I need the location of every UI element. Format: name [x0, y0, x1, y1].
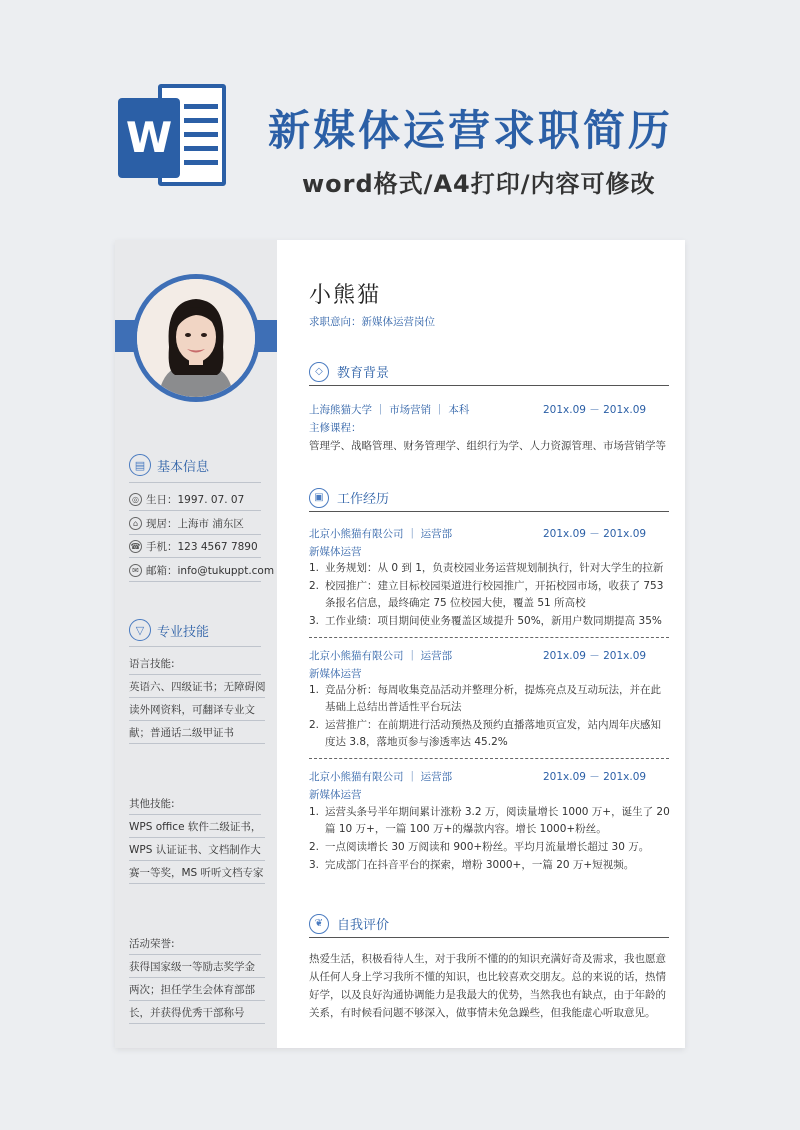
courses-head: 主修课程：	[309, 422, 362, 434]
job-company: 北京小熊猫有限公司 ｜ 运营部 201x.09 － 201x.09	[309, 528, 647, 540]
job-item: 2. 一点阅读增长 30 万阅读和 900+粉丝。平均月流量增长超过 30 万。	[309, 841, 650, 853]
work-heading: ▣ 工作经历	[309, 484, 669, 512]
self-eval-heading: ❦ 自我评价	[309, 910, 669, 938]
other-skill-line: 赛一等奖，MS 听听文档专家	[129, 862, 265, 884]
leaf-icon: ❦	[309, 914, 329, 934]
job-intent: 求职意向：新媒体运营岗位	[309, 316, 435, 328]
language-skill-line: 献；普通话二级甲证书	[129, 722, 265, 744]
job-role: 新媒体运营	[309, 668, 362, 680]
word-letter-icon: W	[118, 98, 180, 178]
job-item: 1. 竞品分析：每周收集竞品活动并整理分析，提炼亮点及互动玩法，并在此基础上总结出普适性平台玩法	[309, 684, 661, 713]
divider	[129, 482, 261, 483]
info-phone: ☎ 手机：123 4567 7890	[130, 541, 258, 553]
language-skill-line: 英语六、四级证书；无障碍阅	[129, 676, 265, 698]
other-skill-line: WPS office 软件二级证书，	[129, 816, 265, 838]
courses-list: 管理学、战略管理、财务管理学、组织行为学、人力资源管理、市场营销学等	[309, 440, 666, 452]
mail-icon: ✉	[129, 564, 142, 577]
location-icon: ⌂	[129, 517, 142, 530]
job-company: 北京小熊猫有限公司 ｜ 运营部 201x.09 － 201x.09	[309, 650, 647, 662]
info-location: ⌂ 现居：上海市 浦东区	[129, 516, 265, 531]
job-date: 201x.09 － 201x.09	[543, 528, 647, 540]
job-date: 201x.09 － 201x.09	[543, 650, 647, 662]
job-item: 3. 工作业绩：项目期间使业务覆盖区域提升 50%，新用户数同期提高 35%	[309, 615, 662, 627]
divider	[129, 814, 261, 815]
shield-icon: ▽	[129, 619, 151, 641]
divider	[129, 534, 261, 535]
education-school: 上海熊猫大学 ｜ 市场营销 ｜ 本科 201x.09 － 201x.09	[309, 404, 647, 416]
divider	[129, 557, 261, 558]
sub-title: word格式/A4打印/内容可修改	[302, 170, 656, 198]
info-birthday: ◎ 生日：1997. 07. 07	[129, 492, 265, 507]
honor-line: 长，并获得优秀干部称号	[129, 1002, 265, 1024]
other-skills-head: 其他技能:	[129, 798, 175, 810]
job-item: 1. 运营头条号半年期间累计涨粉 3.2 万，阅读量增长 1000 万+，诞生了 20 篇 10 万+，一篇 100 万+的爆款内容。增长 1000+粉丝。	[309, 806, 670, 835]
job-date: 201x.09 － 201x.09	[543, 771, 647, 783]
divider	[129, 581, 261, 582]
birthday-icon: ◎	[129, 493, 142, 506]
basic-info-heading: ▤ 基本信息	[129, 454, 209, 476]
avatar	[132, 274, 260, 402]
language-skills-head: 语言技能:	[129, 658, 175, 670]
language-skill-line: 读外网资料，可翻译专业文	[129, 699, 265, 721]
job-company: 北京小熊猫有限公司 ｜ 运营部 201x.09 － 201x.09	[309, 771, 647, 783]
dashed-divider	[309, 637, 669, 638]
job-role: 新媒体运营	[309, 789, 362, 801]
other-skill-line: WPS 认证证书、文档制作大	[129, 839, 265, 861]
candidate-name: 小熊猫	[309, 283, 382, 308]
job-item: 1. 业务规划：从 0 到 1，负责校园业务运营规划制执行，针对大学生的拉新	[309, 562, 664, 574]
divider	[129, 954, 261, 955]
dashed-divider	[309, 758, 669, 759]
divider	[129, 510, 261, 511]
honor-line: 两次；担任学生会体育部部	[129, 979, 265, 1001]
skills-heading: ▽ 专业技能	[129, 619, 209, 641]
graduation-cap-icon: ◇	[309, 362, 329, 382]
job-item: 2. 校园推广：建立目标校园渠道进行校园推广，开拓校园市场，收获了 753 条报名信息，最终确定 75 位校园大使，覆盖 51 所高校	[309, 580, 664, 609]
briefcase-icon: ▣	[309, 488, 329, 508]
info-email: ✉ 邮箱：info@tukuppt.com	[129, 563, 265, 578]
education-heading: ◇ 教育背景	[309, 358, 669, 386]
main-title: 新媒体运营求职简历	[268, 106, 674, 155]
id-card-icon: ▤	[129, 454, 151, 476]
self-eval-text: 热爱生活，积极看待人生，对于我所不懂的的知识充满好奇及需求，我也愿意从任何人身上学习我所不懂的知识，也比较喜欢交朋友。总的来说的话，热情好学，以及良好沟通协调能力是我最大的优势，当然我也有缺点，由于年龄的关系，有时候看问题不够深入，做事情未免急躁些，但我能虚心听取意见。	[309, 953, 666, 1019]
divider	[129, 646, 261, 647]
resume-paper	[115, 240, 685, 1048]
honors-head: 活动荣誉:	[129, 938, 175, 950]
word-logo	[118, 84, 226, 194]
education-date: 201x.09 － 201x.09	[543, 404, 647, 416]
sidebar	[115, 240, 277, 1048]
honor-line: 获得国家级一等励志奖学金	[129, 956, 265, 978]
job-item: 3. 完成部门在抖音平台的探索，增粉 3000+，一篇 20 万+短视频。	[309, 859, 635, 871]
phone-icon: ☎	[130, 542, 141, 551]
job-item: 2. 运营推广：在前期进行活动预热及预约直播落地页宣发，站内周年庆感知度达 3.8，落地页参与渗透率达 45.2%	[309, 719, 661, 748]
job-role: 新媒体运营	[309, 546, 362, 558]
divider	[129, 674, 261, 675]
